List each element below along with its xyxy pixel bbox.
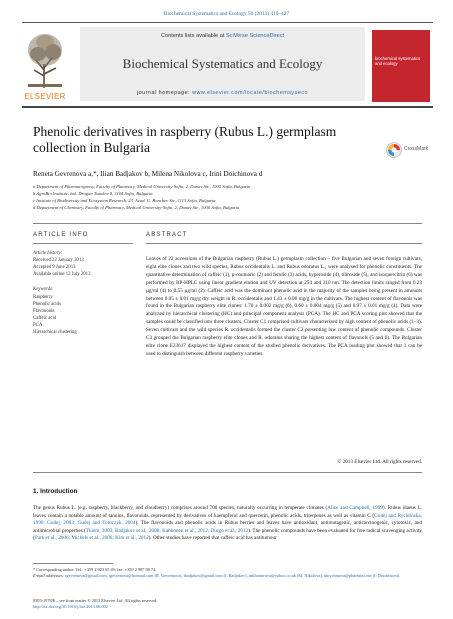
email-addresses <box>33 573 422 579</box>
crossmark-icon <box>386 142 402 158</box>
homepage-prefix: journal homepage: <box>136 90 193 96</box>
online-date: Available online 12 July 2013 <box>33 272 91 277</box>
affiliation-d: d Department of Chemistry, Faculty of Pharmacy, Medical University-Sofia, 2, Dunav Str., 1000 Sofia, Bulgaria <box>33 205 240 210</box>
keywords-label: Keywords: <box>33 287 54 292</box>
contents-prefix: Contents lists available at <box>160 33 226 39</box>
intro-text: The genus Rubus L. (e.g. raspberry, blackberry, and cloudberry) comprises around 700 species, naturally occurring in temperate climates ( <box>33 505 328 511</box>
running-head: Biochemical Systematics and Ecology 50 (2013) 419–427 <box>163 11 290 17</box>
author-list: Reneta Gevrenova a,*, Ilian Badjakov b, Milena Nikolova c, Irini Doichinova d <box>33 170 263 178</box>
corresponding-author-note: * Corresponding author. Tel.: +359 2 923 65 49; fax: +359 2 987 98 74. <box>33 567 157 572</box>
article-info-heading: ARTICLE INFO <box>33 232 89 238</box>
journal-homepage <box>80 90 365 96</box>
contents-line <box>80 33 365 39</box>
keyword-item: Caffeic acid <box>33 316 57 321</box>
affiliation-b: b AgroBio Institute, bul. Dragan Tsankov 8, 1164 Sofia, Bulgaria <box>33 191 153 196</box>
front-matter <box>33 598 333 610</box>
citation-link[interactable]: Thiem, 2003; Badjakov et al., 2008; Kahkonen et al., 2012; Durgo et al., 2012 <box>85 527 249 534</box>
intro-text: ). Rubus idaeus L. leaves contain a notable amount of tannins, flavonoids, represented by derivatives of kaempferol and quercetin, phenolic acids, triterpenes as well as vitamin C ( <box>33 505 422 519</box>
footnote <box>33 567 422 579</box>
keyword-item: Raspberry <box>33 295 53 300</box>
received-date: Received 22 January 2013 <box>33 258 84 263</box>
cover-title: biochemical systematics and ecology <box>375 56 421 66</box>
accepted-date: Accepted 9 June 2013 <box>33 265 76 270</box>
masthead-bottom-rule <box>22 106 433 108</box>
article-info-rule <box>33 243 133 244</box>
publisher-name: ELSEVIER <box>24 92 66 101</box>
masthead-top-rule <box>22 22 433 23</box>
email-links[interactable]: rgevrenova@gmail.com, rgevrenova@hotmail.com (R. Gevrenova), ibadjakov@gmail.com (I. Badjakov), mtihomirova@yahoo.co.uk (M. Nikolova), idoychinova@pharmfac.net (I. Doichinova). <box>65 573 401 578</box>
abstract-bottom-rule <box>33 472 422 473</box>
journal-cover-thumbnail <box>372 30 430 102</box>
header-separator <box>33 223 422 224</box>
issn-line: 0305-1978/$ – see front matter © 2013 Elsevier Ltd. All rights reserved. <box>33 598 158 603</box>
keyword-item: Hierarchical clustering <box>33 330 77 335</box>
footnote-rule <box>33 563 113 564</box>
intro-text: ). The phenolic compounds have been evaluated for free radical scavenging activity ( <box>33 527 422 542</box>
abstract-text: Leaves of 22 accessions of the Bulgarian raspberry (Rubus L.) germplasm collection – five Bulgarian and seven foreign cultivars, eight elite clones and two wild species, Rubus occidentalis L. and Rubus odoratus L., were analysed for phenolic constituents. The quantitative determination of caffeic (1), p-coumaric (2) and ferulic (3) acids, hyperoside (4), tiliroside (5), and isoquercitrin (6) was performed by RP-HPLC using linear gradient elution and UV detection at 254 and 310 nm. The detection limits ranged from 0.23 µg/ml (4) to 0.55 µg/ml (2). Caffeic acid was the dominant phenolic acid in the majority of the samples being present in amounts between 0.05 ± 0.01 mg/g dry weight in R. occidentalis and 1.43 ± 0.06 mg/g in the cultivars. The highest content of flavonols was found in the Bulgarian raspberry elite clones: 1.70 ± 0.002 mg/g (6), 0.60 ± 0.004 mg/g (5) and 0.97 ± 0.01 mg/g (4). Data were analyzed by hierarchical clustering (HC) and principal component analysis (PCA). The HC and PCA scoring plot showed that the samples could be classified into three clusters. Cluster C1 comprised cultivars characterized by high content of phenolic acids (1–3). Seven cultivars and the wild species R. occidentalis formed the cluster C2 presenting low content of phenolic compounds. Cluster C3 grouped the Bulgarian raspberry elite clones and R. odoratus sharing the highest content of flavonols (5 and 6). The Bulgarian elite clone E23617 displayed the highest content of the studied phenolic derivatives. The PCA loading plot showed that 1 can be used to distinguish between different raspberry varieties. <box>146 256 422 357</box>
citation-link[interactable]: Gudej and Rychlinska, 1996; Gudej, 2003; Gudej and Tomczyk, 2004 <box>33 512 422 527</box>
homepage-link[interactable]: www.elsevier.com/locate/biochemsyseco <box>192 90 309 96</box>
crossmark-badge[interactable] <box>386 140 428 160</box>
sciencedirect-link[interactable]: SciVerse ScienceDirect <box>225 33 285 39</box>
affiliation-a: a Department of Pharmacognosy, Faculty of Pharmacy, Medical University-Sofia, 2, Dunav Str., 1000 Sofia, Bulgaria <box>33 184 251 189</box>
intro-text: ). Other studies have reported that caffeic acid has antitumour <box>148 535 277 542</box>
elsevier-tree-logo <box>24 30 66 90</box>
doi-link[interactable]: http://dx.doi.org/10.1016/j.bse.2013.06.002 <box>33 603 108 609</box>
citation-link[interactable]: Park et al., 2006; Michels et al., 2006; Kim et al., 2012 <box>34 535 149 542</box>
introduction-text <box>33 505 422 543</box>
abstract-rule <box>146 243 422 244</box>
email-label: E-mail addresses: <box>33 573 66 578</box>
keyword-item: Phenolic acids <box>33 302 61 307</box>
article-title: Phenolic derivatives in raspberry (Rubus L.) germplasm collection in Bulgaria <box>33 124 337 155</box>
keyword-item: Flavonoids <box>33 309 55 314</box>
citation-link[interactable]: Alice and Campbell, 1999 <box>327 505 383 511</box>
keyword-item: PCA <box>33 323 43 328</box>
abstract-copyright: © 2013 Elsevier Ltd. All rights reserved. <box>337 459 422 465</box>
journal-title: Biochemical Systematics and Ecology <box>122 56 323 71</box>
intro-text: ). The flavonoids and phenolic acids in Rubus berries and leaves have antioxidant, antimutagenic, anticarcinogenic, cytotoxic, and antimicrobial properties ( <box>33 520 422 534</box>
article-history-label: Article history: <box>33 251 63 256</box>
affiliation-c: c Institute of Biodiversity and Ecosystem Research, 23, Acad. G. Bonchev Str., 1113 Sofia, Bulgaria <box>33 198 216 203</box>
introduction-heading: 1. Introduction <box>33 488 78 495</box>
abstract-heading: ABSTRACT <box>146 232 188 238</box>
crossmark-label: CrossMark <box>404 146 429 152</box>
